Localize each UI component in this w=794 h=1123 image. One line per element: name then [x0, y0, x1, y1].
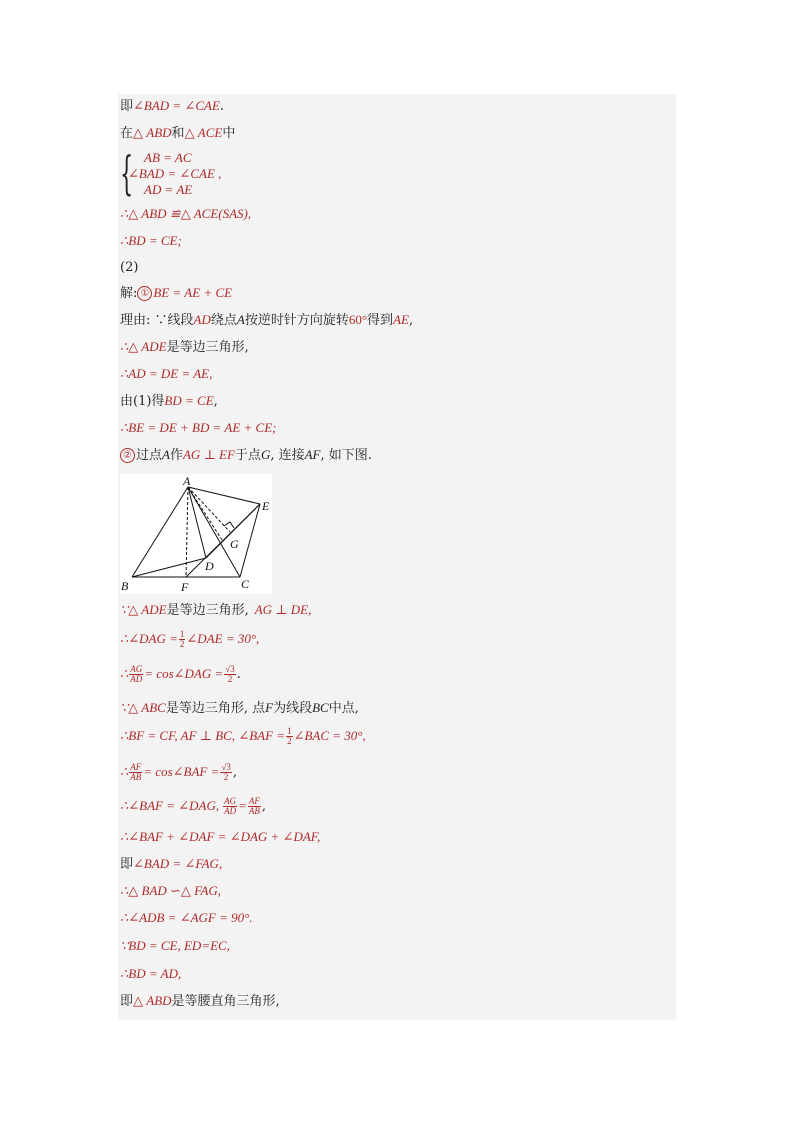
text-line-90 [120, 909, 253, 928]
dag-eq: ∴∠DAG = [120, 631, 178, 646]
seg-ae: AE [393, 312, 409, 327]
frac-num: 1 [179, 629, 185, 639]
ag-perp-ef: AG ⊥ EF [182, 447, 235, 462]
because-abc: ∵△ ABC [120, 700, 166, 715]
bd-ce-ed-ec: ∵BD = CE, ED=EC, [120, 938, 230, 953]
at-point: 于点 [234, 448, 261, 463]
rotate-text: 按逆时针方向旋转 [244, 313, 349, 328]
edge-bd [132, 558, 206, 577]
edge-ec [240, 504, 260, 577]
frac-num: AG [224, 796, 237, 806]
tri-ade: ∴△ ADE [120, 339, 167, 354]
frac-sqrt3-2-b [220, 763, 231, 782]
frac-af-ab [129, 763, 142, 782]
from-1-text: 由(1)得 [120, 394, 165, 409]
text-line-bad-fag [120, 855, 222, 874]
frac-num: AF [130, 762, 142, 772]
equilateral-text: 是等边三角形, [166, 340, 249, 355]
frac-half-1 [179, 630, 186, 649]
label-g: G [230, 537, 239, 551]
comma: , [408, 313, 414, 328]
text-line-be-sum [120, 419, 277, 438]
dash-af [186, 487, 188, 577]
point-f: F [265, 700, 274, 715]
dae-30: ∠DAE = 30°, [186, 631, 260, 646]
text-line-abc-equilateral [120, 699, 359, 718]
frac-den: AB [130, 772, 142, 782]
text-line-bd-ad [120, 965, 181, 984]
left-brace: { [120, 146, 134, 200]
text-line-construct [120, 446, 372, 465]
seg-bc: BC [312, 700, 329, 715]
label-a: A [183, 474, 191, 488]
midpoint-text: 中点, [328, 701, 359, 716]
frac-ag-ad-b [223, 797, 237, 816]
text-line-ade-equilateral [120, 601, 311, 620]
geometry-diagram [120, 474, 272, 594]
bad-fag: ∠BAD = ∠FAG, [133, 856, 223, 871]
be-sum: ∴BE = DE + BD = AE + CE; [120, 420, 277, 435]
frac-den: 2 [179, 639, 185, 649]
bd-ce: BD = CE [164, 393, 214, 408]
point-a-2: A [162, 447, 170, 462]
angle-60: 60° [348, 312, 368, 327]
ad-de-ae: ∴AD = DE = AE, [120, 366, 213, 381]
as-figure-text: , 如下图. [320, 448, 372, 463]
edge-fe [186, 504, 260, 577]
text-line-baf-dag [120, 797, 266, 816]
cos-baf: = cos∠BAF = [143, 764, 220, 779]
frac-half-2 [286, 727, 293, 746]
comma: , [261, 799, 267, 814]
text-line-answer-1 [120, 284, 232, 303]
frac-den: AD [130, 674, 143, 684]
connect-text: , 连接 [270, 448, 305, 463]
bf-cf-baf: ∴BF = CF, AF ⊥ BC, ∠BAF = [120, 728, 286, 743]
cos-dag: = cos∠DAG = [144, 666, 224, 681]
jie-label: 解: [120, 286, 138, 301]
tri-abd-2: △ ABD [133, 993, 172, 1008]
frac-den: 2 [287, 736, 292, 746]
equation-system [120, 146, 260, 200]
label-f: F [181, 580, 189, 594]
prefix-ji: 即 [120, 99, 134, 114]
isosceles-right-text: 是等腰直角三角形, [171, 994, 280, 1009]
around-point: 绕点 [210, 313, 237, 328]
system-row-1: AB = AC [144, 150, 192, 165]
make-text: 作 [169, 448, 183, 463]
text-line-ad-de-ae [120, 365, 212, 384]
frac-num: 1 [287, 726, 292, 736]
text-line-bd-ce [120, 232, 182, 251]
edge-ae [188, 487, 260, 504]
text-line-1: 即∠BAD = ∠CAE. [120, 98, 225, 114]
system-row-2: ∠BAD = ∠CAE , [128, 166, 222, 181]
bac-30: ∠BAC = 30°, [293, 728, 366, 743]
get-text: 得到 [367, 313, 394, 328]
frac-ag-ad [129, 665, 143, 684]
equilateral-text-2: 是等边三角形, [166, 603, 249, 618]
circled-1: ① [137, 286, 152, 301]
text-line-2: 在△ ABD和△ ACE中 [120, 125, 236, 141]
text-line-isosceles [120, 992, 280, 1011]
frac-num: AG [130, 664, 143, 674]
bd-ce-statement: ∴BD = CE; [120, 233, 182, 248]
geometry-figure [120, 474, 272, 594]
reason-text: 理由: ∵线段 [120, 313, 194, 328]
dash-ag [188, 487, 230, 532]
text-line-part2 [120, 259, 138, 277]
tri-abd: △ ABD [133, 125, 172, 140]
system-row-3: AD = AE [144, 182, 193, 197]
text-line-dag [120, 630, 259, 649]
text-line-congruent [120, 205, 251, 224]
label-e: E [262, 499, 270, 513]
seg-ad: AD [193, 312, 211, 327]
circled-2: ② [120, 448, 135, 463]
be-ae-ce: BE = AE + CE [153, 285, 233, 300]
equals: = [238, 798, 247, 813]
text-line-equilateral-ade [120, 338, 249, 357]
congruent-statement: ∴△ ABD ≌△ ACE(SAS), [120, 206, 252, 221]
text-line-angle-sum [120, 828, 320, 847]
text-line-cos-baf: ∴ $\frac{AF}{AB}$ = cos∠BAF = $\frac{√3}{2}$ , [120, 762, 237, 782]
eq-bad-cae: ∠BAD = ∠CAE [133, 98, 220, 113]
ji-label: 即 [120, 857, 134, 872]
bd-ad: ∴BD = AD, [120, 966, 182, 981]
frac-num: √3 [221, 762, 231, 772]
part-2-label: (2) [120, 260, 139, 275]
similar-triangles: ∴△ BAD ∽△ FAG, [120, 883, 222, 898]
is-segment-text: 为线段 [273, 701, 313, 716]
baf-dag: ∴∠BAF = ∠DAG, [120, 798, 220, 813]
frac-num: √3 [225, 664, 235, 674]
label-c: C [241, 577, 250, 591]
equilateral-point-text: 是等边三角形, 点 [165, 701, 266, 716]
text-line-cos-dag: ∴ $\frac{AG}{AD}$ = cos∠DAG = $\frac{√3}{2}$ . [120, 664, 241, 684]
text-line-from-1: 由(1)得BD = CE, [120, 393, 218, 409]
right-angle-mark [224, 522, 234, 528]
angle-sum: ∴∠BAF + ∠DAF = ∠DAG + ∠DAF, [120, 829, 321, 844]
frac-num: AF [248, 796, 260, 806]
text-line-similar [120, 882, 221, 901]
because-ade: ∵△ ADE [120, 602, 167, 617]
frac-den: AD [224, 806, 237, 816]
ji-label-2: 即 [120, 994, 134, 1009]
text-line-bf-cf [120, 727, 366, 746]
through-point: 过点 [136, 448, 163, 463]
label-d: D [205, 559, 214, 573]
tri-ace: △ ACE [184, 125, 223, 140]
edge-ab [132, 487, 188, 577]
text-line-bd-ce-ed-ec [120, 937, 230, 956]
point-g: G [260, 447, 271, 462]
frac-sqrt3-2 [224, 665, 235, 684]
comma: , [232, 765, 237, 780]
frac-af-ab-b [248, 797, 261, 816]
frac-den: 2 [223, 772, 229, 782]
text-line-reason [120, 311, 413, 330]
seg-af: AF [304, 447, 321, 462]
ag-perp-de: AG ⊥ DE, [254, 602, 312, 617]
frac-den: 2 [227, 674, 233, 684]
edge-ad [188, 487, 206, 558]
adb-agf-90: ∴∠ADB = ∠AGF = 90°. [120, 910, 253, 925]
period: . [236, 667, 241, 682]
label-b: B [121, 579, 129, 593]
point-a: A [236, 312, 245, 327]
frac-den: AB [248, 806, 260, 816]
line2-text: 在 [120, 126, 134, 141]
